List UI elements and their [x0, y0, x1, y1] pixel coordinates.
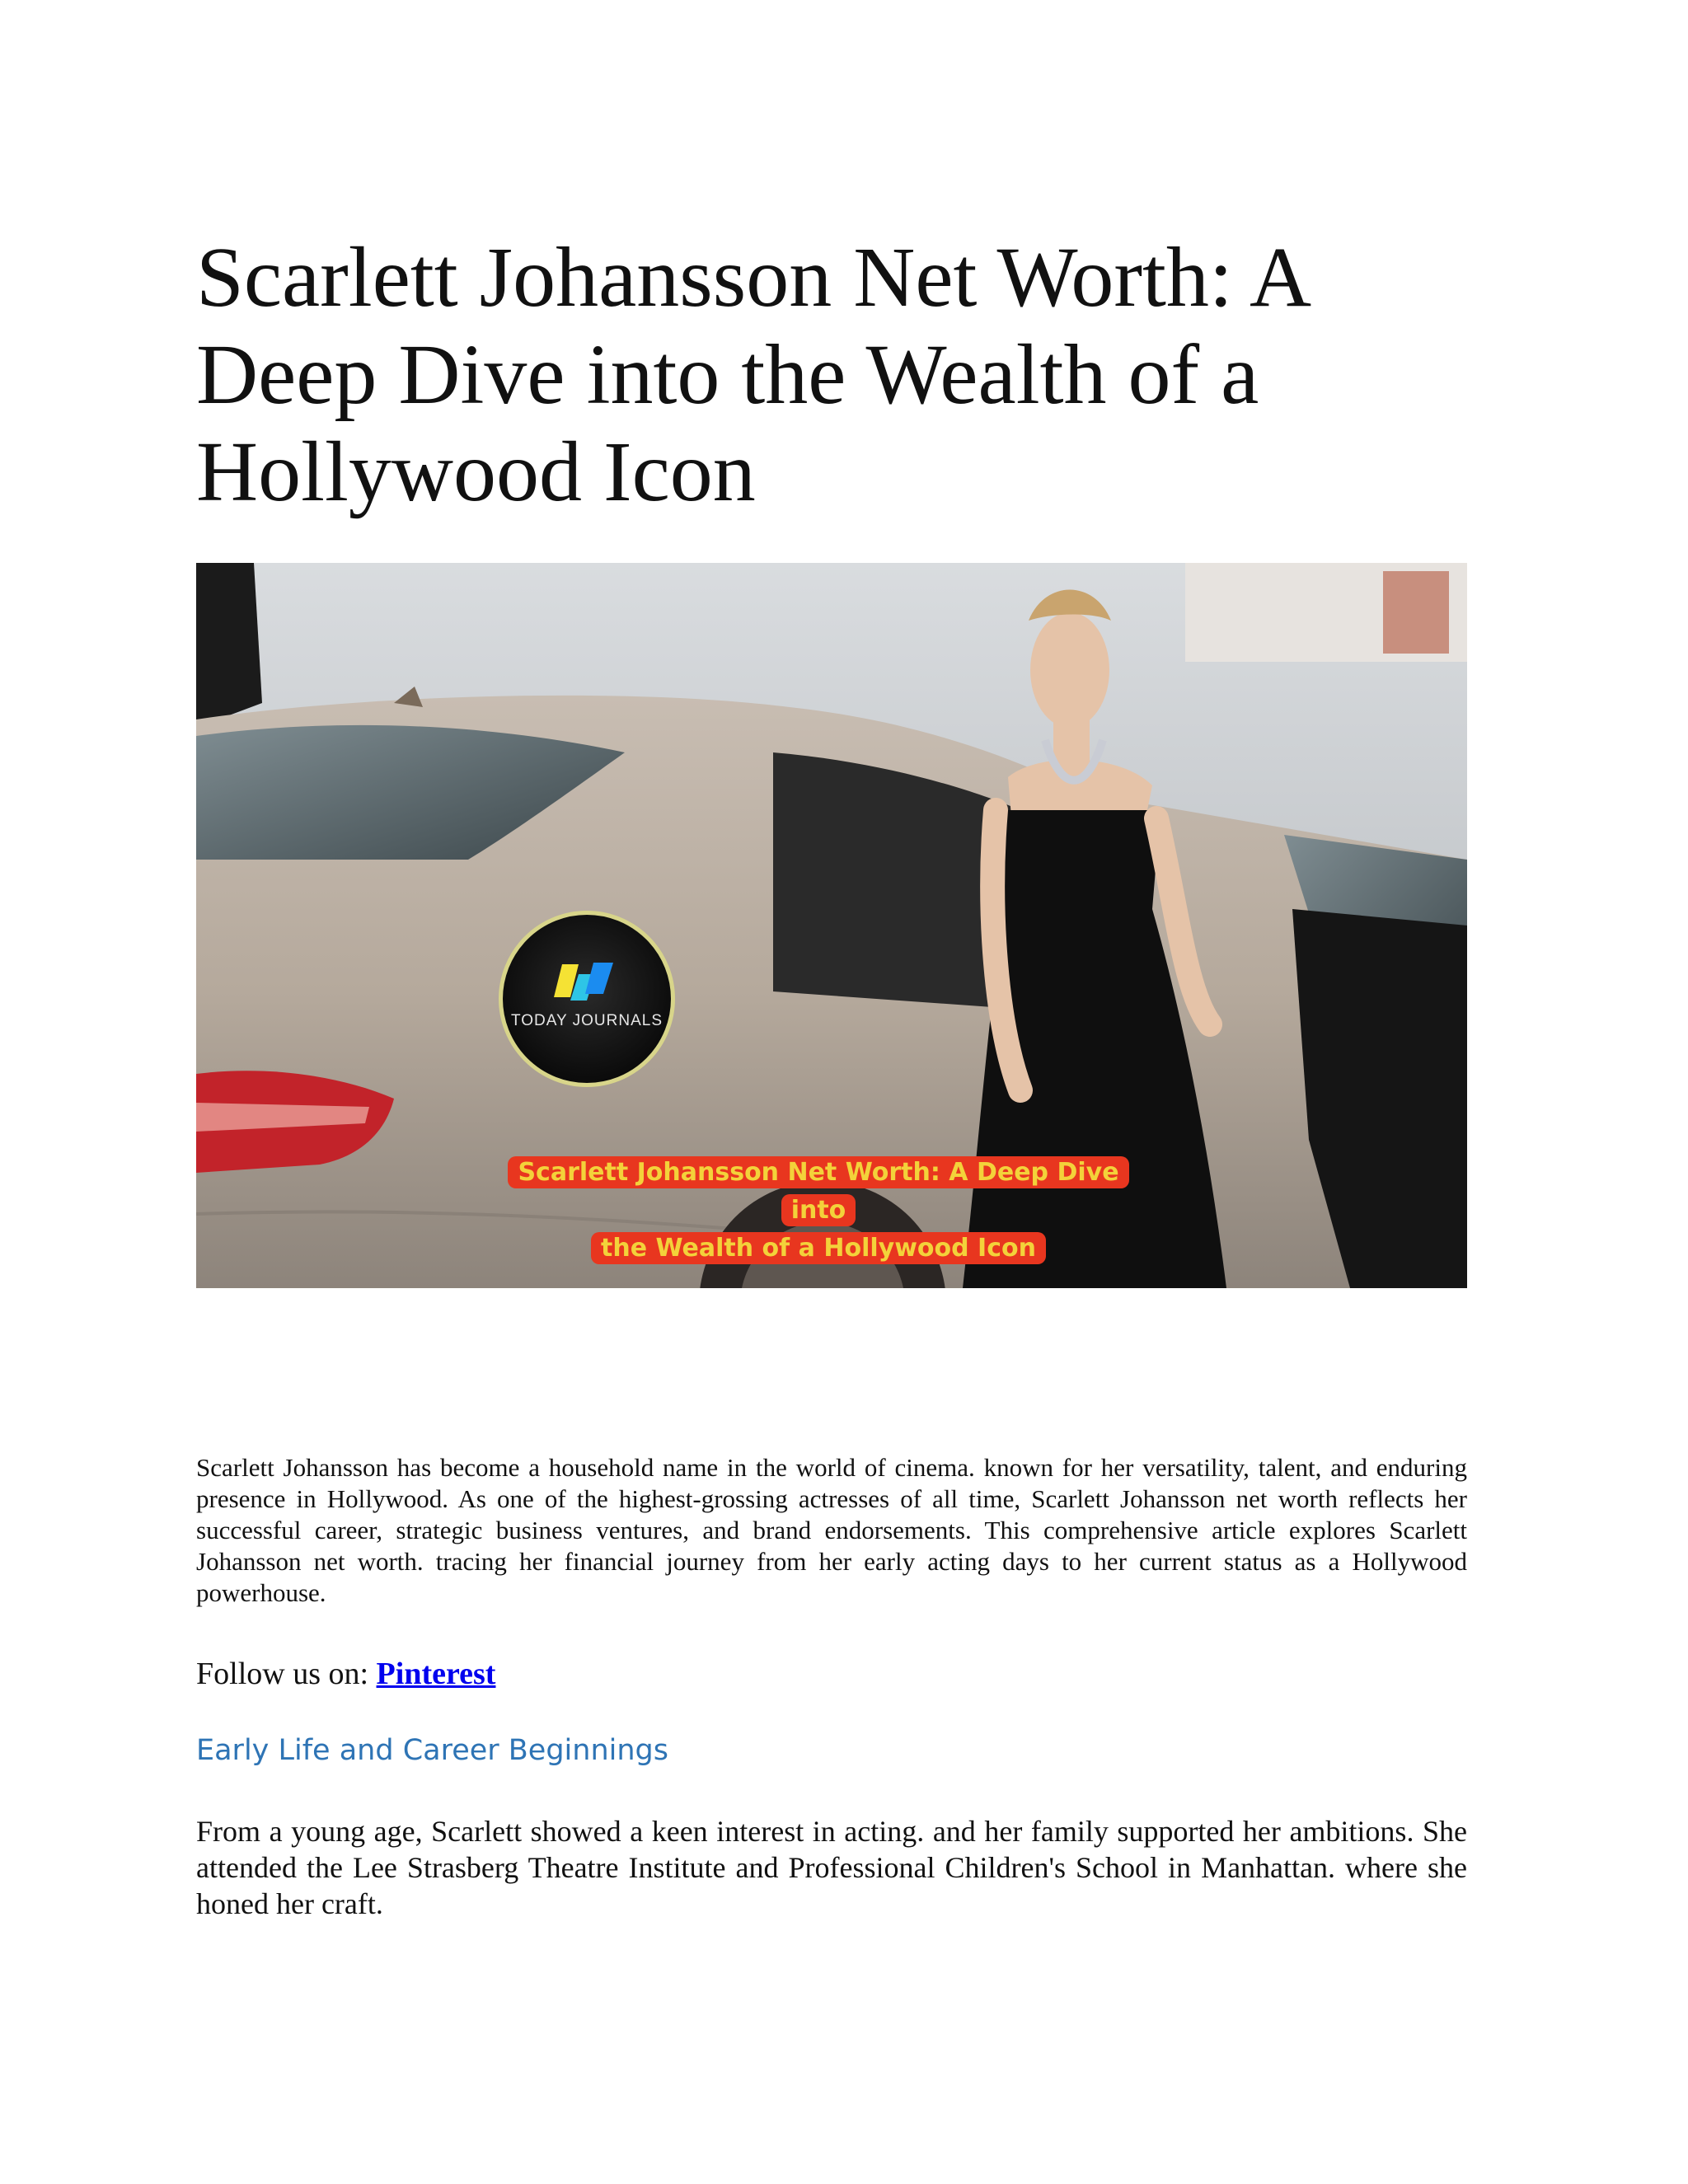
hero-caption	[497, 1154, 1140, 1268]
hero-caption-line-1: Scarlett Johansson Net Worth: A Deep Dive into	[508, 1156, 1128, 1226]
follow-us-line	[196, 1655, 495, 1693]
article-title: Scarlett Johansson Net Worth: A Deep Dive into the Wealth of a Hollywood Icon	[196, 230, 1307, 519]
logo-mark-icon	[554, 958, 628, 1007]
follow-us-label: Follow us on:	[196, 1657, 377, 1691]
intro-paragraph: Scarlett Johansson has become a household name in the world of cinema. known for her versatility, talent, and enduring presence in Hollywood. As one of the highest-grossing actresses of all time, Scarlett Johansson net worth reflects her successful career, strategic business ventures, and brand endorsements. This comprehensive article explores Scarlett Johansson net worth. tracing her financial journey from her early acting days to her current status as a Hollywood powerhouse.	[196, 1453, 1467, 1607]
section-heading: Early Life and Career Beginnings	[196, 1734, 668, 1767]
logo-text: TODAY JOURNALS	[511, 1012, 663, 1029]
hero-caption-line-2: the Wealth of a Hollywood Icon	[591, 1232, 1046, 1264]
pinterest-link[interactable]: Pinterest	[376, 1657, 496, 1691]
today-journals-logo	[499, 911, 675, 1087]
section-paragraph: From a young age, Scarlett showed a keen interest in acting. and her family supported her ambitions. She attended the Lee Strasberg Theatre Institute and Professional Children's School in Manhattan. where she honed her craft.	[196, 1815, 1467, 1920]
